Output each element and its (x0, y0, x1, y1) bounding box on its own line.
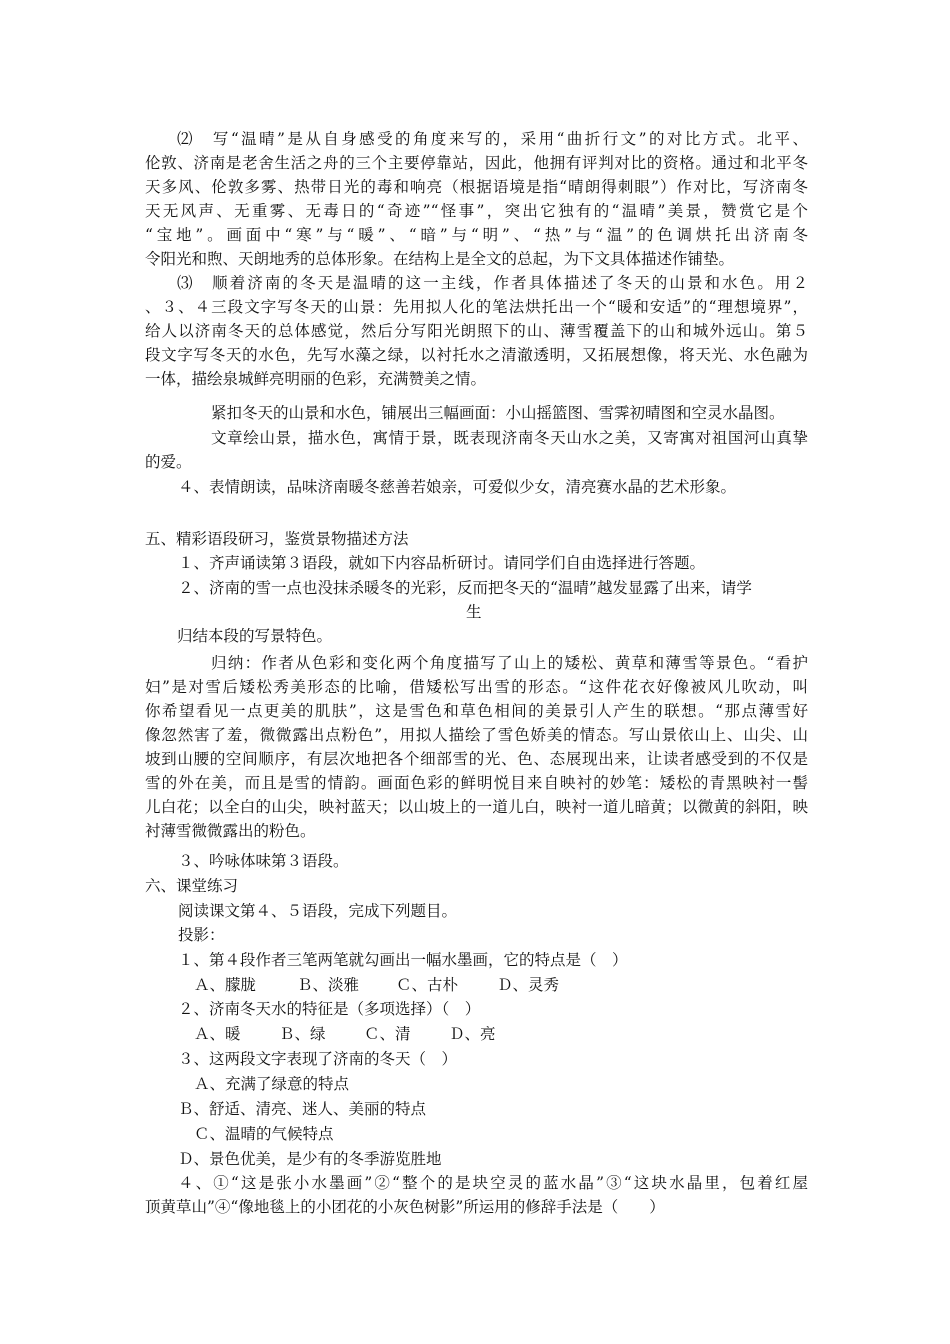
option: Ｂ、绿 (279, 1025, 326, 1043)
summary-line: 儿白花；以全白的山尖，映衬蓝天；以山坡上的一道儿白，映衬一道儿暗黄；以微黄的斜阳，映 (145, 798, 808, 816)
paragraph-3-line: 给人以济南冬天的总体感觉，然后分写阳光朗照下的山、薄雪覆盖下的山和城外远山。第５ (145, 322, 808, 340)
list-item: １、齐声诵读第３语段，就如下内容品析研讨。请同学们自由选择进行答题。 (178, 554, 706, 572)
option: Ｃ、温晴的气候特点 (194, 1125, 334, 1143)
option: Ｂ、舒适、清亮、迷人、美丽的特点 (178, 1100, 427, 1118)
question: ４、①“这是张小水墨画”②“整个的是块空灵的蓝水晶”③“这块水晶里，包着红屋 (178, 1174, 808, 1192)
summary-line: 紧扣冬天的山景和水色，铺展出三幅画面：小山摇篮图、雪霁初晴图和空灵水晶图。 (211, 404, 785, 422)
option: Ｄ、亮 (449, 1025, 496, 1043)
option: Ｄ、景色优美，是少有的冬季游览胜地 (178, 1150, 442, 1168)
list-item-wrap: 生 (466, 603, 482, 621)
option: Ｄ、灵秀 (497, 976, 560, 994)
summary-line: 的爱。 (145, 453, 192, 471)
option: Ｃ、古朴 (396, 976, 459, 994)
paragraph-2-line: 天多风、伦敦多雾、热带日光的毒和响亮（根据语境是指“晴朗得刺眼”）作对比，写济南冬 (145, 178, 808, 196)
section-heading: 五、精彩语段研习，鉴赏景物描述方法 (145, 530, 409, 548)
option: Ｂ、淡雅 (297, 976, 360, 994)
summary-line: 妇”是对雪后矮松秀美形态的比喻，借矮松写出雪的形态。“这件花衣好像被风儿吹动，叫 (145, 678, 808, 696)
paragraph-2-line: 令阳光和煦、天朗地秀的总体形象。在结构上是全文的总起，为下文具体描述作铺垫。 (145, 250, 735, 268)
paragraph-3-line: 段文字写冬天的水色，先写水藻之绿，以衬托水之清澈透明，又拓展想像，将天光、水色融为 (145, 346, 808, 364)
list-item: ３、吟咏体味第３语段。 (178, 852, 349, 870)
paragraph-2-line: “宝地”。画面中“寒”与“暖”、“暗”与“明”、“热”与“温”的色调烘托出济南冬 (145, 226, 808, 244)
question: １、第４段作者三笔两笔就勾画出一幅水墨画，它的特点是（ ） (178, 951, 628, 969)
paragraph-2-line: ⑵ 写“温晴”是从自身感受的角度来写的，采用“曲折行文”的对比方式。北平、 (177, 130, 808, 148)
paragraph-3-line: 一体，描绘泉城鲜亮明丽的色彩，充满赞美之情。 (145, 370, 487, 388)
paragraph-2-line: 天无风声、无重雾、无毒日的“奇迹”“怪事”，突出它独有的“温晴”美景，赞赏它是个 (145, 202, 808, 220)
summary-line: 坡到山腰的空间顺序，有层次地把各个细部雪的光、色、态展现出来，让读者感受到的不仅是 (145, 750, 808, 768)
option: Ａ、朦胧 (194, 976, 257, 994)
list-item: ４、表情朗读，品味济南暖冬慈善若娘亲，可爱似少女，清亮赛水晶的艺术形象。 (178, 478, 737, 496)
summary-line: 雪的外在美，而且是雪的情韵。画面色彩的鲜明悦目来自映衬的妙笔：矮松的青黑映衬一髻 (145, 774, 808, 792)
list-item: ２、济南的雪一点也没抹杀暖冬的光彩，反而把冬天的“温晴”越发显露了出来，请学 (178, 579, 752, 597)
option: Ａ、暖 (194, 1025, 241, 1043)
section-heading: 六、课堂练习 (145, 877, 239, 895)
summary-line: 归纳：作者从色彩和变化两个角度描写了山上的矮松、黄草和薄雪等景色。“看护 (211, 654, 808, 672)
option: Ａ、充满了绿意的特点 (194, 1075, 350, 1093)
list-item: 归结本段的写景特色。 (177, 627, 333, 645)
question: 顶黄草山”④“像地毯上的小团花的小灰色树影”所运用的修辞手法是（ ） (145, 1198, 665, 1216)
intro-text: 阅读课文第４、５语段，完成下列题目。 (178, 902, 458, 920)
paragraph-2-line: 伦敦、济南是老舍生活之舟的三个主要停靠站，因此，他拥有评判对比的资格。通过和北平冬 (145, 154, 808, 172)
summary-line: 衬薄雪微微露出的粉色。 (145, 822, 316, 840)
summary-line: 你希望看见一点更美的肌肤”，这是雪色和草色相间的美景引人产生的联想。“那点薄雪好 (145, 702, 808, 720)
option: Ｃ、清 (364, 1025, 411, 1043)
paragraph-3-line: ⑶ 顺着济南的冬天是温晴的这一主线，作者具体描述了冬天的山景和水色。用２ (177, 274, 808, 292)
projection-label: 投影： (178, 926, 225, 944)
summary-line: 文章绘山景，描水色，寓情于景，既表现济南冬天山水之美，又寄寓对祖国河山真挚 (211, 429, 808, 447)
question: ３、这两段文字表现了济南的冬天（ ） (178, 1050, 458, 1068)
summary-line: 像忽然害了羞，微微露出点粉色”，用拟人描绘了雪色娇美的情态。写山景依山上、山尖、山 (145, 726, 808, 744)
paragraph-3-line: 、３、４三段文字写冬天的山景：先用拟人化的笔法烘托出一个“暖和安适”的“理想境界”， (145, 298, 808, 316)
question: ２、济南冬天水的特征是（多项选择）（ ） (178, 1000, 481, 1018)
